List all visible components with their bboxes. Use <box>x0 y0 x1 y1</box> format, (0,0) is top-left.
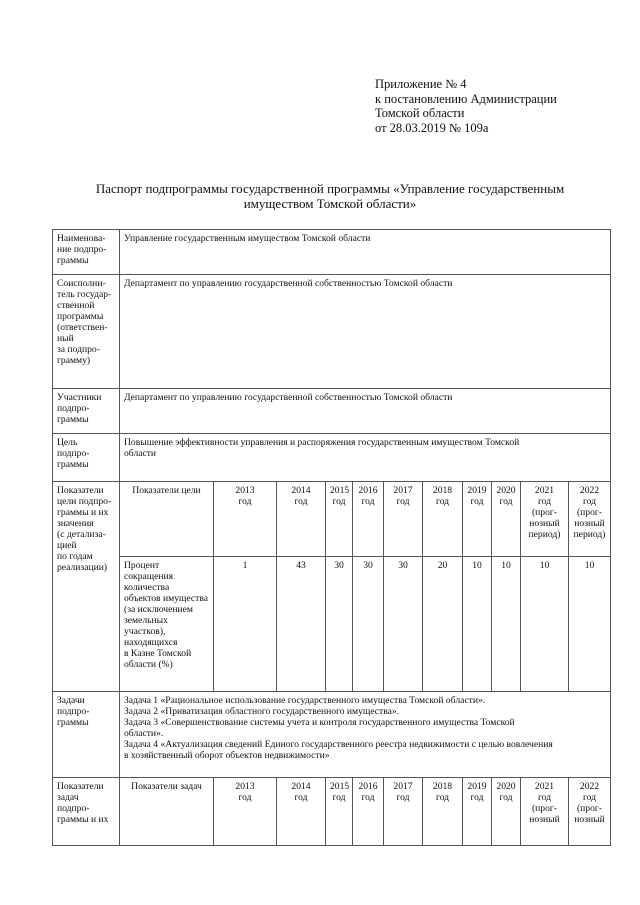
year-header: 2020 год <box>492 482 521 557</box>
appendix-date: от 28.03.2019 № 109а <box>375 120 489 135</box>
year-header: 2019 год <box>463 778 492 846</box>
indicator-value: 1 <box>214 557 277 692</box>
year-header: 2013 год <box>214 482 277 557</box>
goal-indicator-row <box>53 557 611 692</box>
indicator-value: 10 <box>492 557 521 692</box>
appendix-header <box>375 77 557 135</box>
year-header: 2017 год <box>384 482 423 557</box>
document-title: Паспорт подпрограммы государственной программы «Управление государственным имуществом Томской области» <box>95 181 565 211</box>
row-label: Участники подпро- граммы <box>53 389 120 434</box>
indicator-value: 43 <box>277 557 326 692</box>
row-label: Цель подпро- граммы <box>53 434 120 482</box>
row-tasks <box>53 692 611 778</box>
indicator-value: 10 <box>521 557 569 692</box>
year-header: 2016 год <box>353 482 384 557</box>
indicator-value: 30 <box>384 557 423 692</box>
year-header: 2017 год <box>384 778 423 846</box>
indicators-header: Показатели цели <box>120 482 214 557</box>
indicator-value: 30 <box>353 557 384 692</box>
goal-indicators-header-row <box>53 482 611 557</box>
year-header: 2022 год (прог- нозный период) <box>569 482 611 557</box>
year-header: 2018 год <box>423 778 463 846</box>
year-header: 2020 год <box>492 778 521 846</box>
row-goal <box>53 434 611 482</box>
appendix-decree: к постановлению Администрации <box>375 91 557 106</box>
year-header: 2014 год <box>277 482 326 557</box>
row-label: Соисполни- тель государ- ственной программы (ответствен- ный за подпро- грамму) <box>53 275 120 389</box>
row-name <box>53 230 611 275</box>
year-header: 2016 год <box>353 778 384 846</box>
indicators-header: Показатели задач <box>120 778 214 846</box>
row-value: Задача 1 «Рациональное использование государственного имущества Томской области». Задача 2 «Приватизация областного государственного имущества». Задача 3 «Совершенствование системы учета и контроля государственного имущества Томской области». Задача 4 «Актуализация сведений Единого государственного реестра недвижимости с целью вовлечения в хозяйственный оборот объектов недвижимости» <box>120 692 611 778</box>
year-header: 2015 год <box>326 482 353 557</box>
year-header: 2013 год <box>214 778 277 846</box>
row-label: Показатели цели подпро- граммы и их значения (с детализа- цией по годам реализации) <box>53 482 120 692</box>
year-header: 2021 год (прог- нозный <box>521 778 569 846</box>
year-header: 2021 год (прог- нозный период) <box>521 482 569 557</box>
row-value: Управление государственным имуществом Томской области <box>120 230 611 275</box>
appendix-number: Приложение № 4 <box>375 77 467 91</box>
row-label: Наименова- ние подпро- граммы <box>53 230 120 275</box>
indicator-value: 20 <box>423 557 463 692</box>
row-participants <box>53 389 611 434</box>
indicator-value: 30 <box>326 557 353 692</box>
indicator-name: Процент сокращения количества объектов имущества (за исключением земельных участков), находящихся в Казне Томской области (%) <box>120 557 214 692</box>
year-header: 2018 год <box>423 482 463 557</box>
appendix-region: Томской области <box>375 106 465 120</box>
year-header: 2015 год <box>326 778 353 846</box>
row-label: Задачи подпро- граммы <box>53 692 120 778</box>
task-indicators-header-row <box>53 778 611 846</box>
row-value: Повышение эффективности управления и распоряжения государственным имуществом Томской области <box>120 434 611 482</box>
row-coexecutor <box>53 275 611 389</box>
year-header: 2019 год <box>463 482 492 557</box>
indicator-value: 10 <box>569 557 611 692</box>
row-value: Департамент по управлению государственной собственностью Томской области <box>120 389 611 434</box>
row-label: Показатели задач подпро- граммы и их <box>53 778 120 846</box>
year-header: 2022 год (прог- нозный <box>569 778 611 846</box>
year-header: 2014 год <box>277 778 326 846</box>
passport-table <box>52 229 611 846</box>
indicator-value: 10 <box>463 557 492 692</box>
row-value: Департамент по управлению государственной собственностью Томской области <box>120 275 611 389</box>
